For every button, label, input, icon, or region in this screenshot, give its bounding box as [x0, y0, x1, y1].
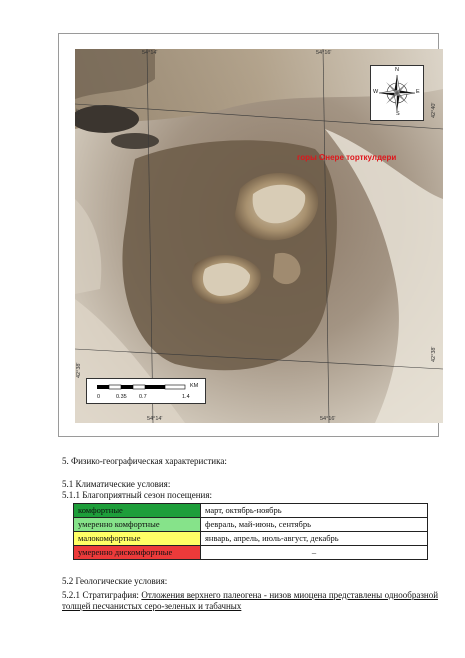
section-5-title: 5. Физико-географическая характеристика: [62, 456, 227, 466]
table-row [74, 532, 428, 546]
compass-rose [370, 65, 424, 121]
compass-w: W [373, 89, 379, 95]
comfort-months: – [201, 546, 428, 560]
comfort-category: умеренно дискомфортные [74, 546, 201, 560]
comfort-category: комфортные [74, 504, 201, 518]
stratigraphy-text: Отложения верхнего палеогена - низов миоцена представлены однообразной толщей песчанистых серо-зеленых и табачных [62, 590, 439, 611]
coord-bottom-left: 54°14' [147, 416, 163, 422]
comfort-months: февраль, май-июнь, сентябрь [201, 518, 428, 532]
table-row [74, 504, 428, 518]
stratigraphy-paragraph [62, 590, 438, 612]
comfort-category: малокомфортные [74, 532, 201, 546]
scale-bar [86, 378, 206, 404]
compass-n: N [395, 67, 399, 73]
section-5-2-title: 5.2 Геологические условия: [62, 576, 168, 586]
scale-unit: KM [190, 383, 199, 389]
scale-tick-2: 0.7 [139, 394, 147, 400]
stratigraphy-prefix: 5.2.1 Стратиграфия: [62, 590, 139, 600]
comfort-season-table [73, 503, 428, 560]
scale-tick-1: 0.35 [116, 394, 127, 400]
comfort-category: умеренно комфортные [74, 518, 201, 532]
comfort-months: март, октябрь-ноябрь [201, 504, 428, 518]
compass-e: E [416, 89, 420, 95]
coord-right-upper: 42°40' [431, 102, 437, 118]
coord-top-right: 54°16' [316, 50, 332, 56]
section-5-1-1-title: 5.1.1 Благоприятный сезон посещения: [62, 490, 213, 500]
scale-tick-0: 0 [97, 394, 101, 400]
coord-top-left: 54°14' [142, 50, 158, 56]
coord-bottom-right: 54°16' [320, 416, 336, 422]
map-label: горы Онере торткулдери [297, 153, 397, 162]
coord-left-upper: 42°40' [76, 108, 82, 124]
comfort-months: январь, апрель, июль-август, декабрь [201, 532, 428, 546]
section-5-1-title: 5.1 Климатические условия: [62, 479, 171, 489]
table-row [74, 518, 428, 532]
compass-s: S [396, 111, 400, 117]
scale-bar-graphic [87, 381, 205, 395]
coord-right-lower: 42°38' [431, 346, 437, 362]
table-row [74, 546, 428, 560]
scale-tick-3: 1.4 [182, 394, 190, 400]
coord-left-lower: 42°38' [76, 362, 82, 378]
